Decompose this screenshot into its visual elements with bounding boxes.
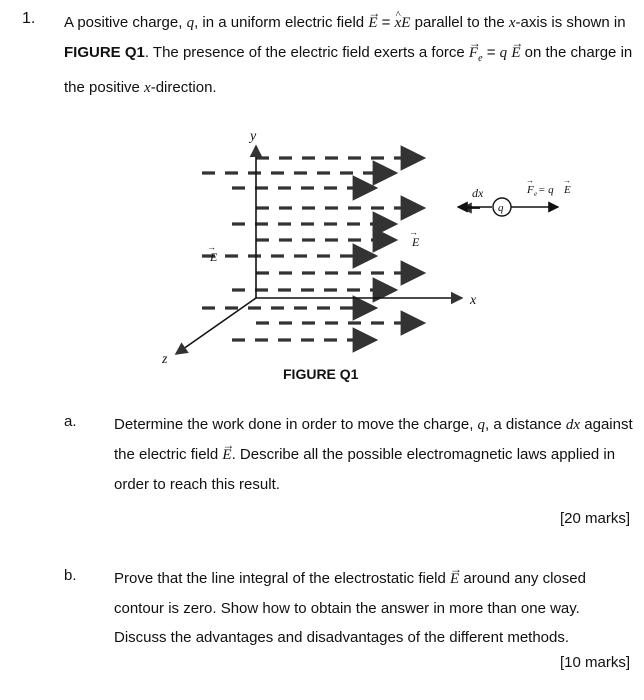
svg-text:→: → [563,176,571,185]
svg-text:E: E [564,184,571,196]
field-label-left: E [210,250,218,264]
force-label-eq: = q [538,184,554,196]
figure-reference: FIGURE Q1 [64,44,145,61]
part-b-marks: [10 marks] [559,654,630,671]
svg-text:→: → [409,227,418,237]
part-a-label: a. [64,413,77,430]
part-b-text: Prove that the line integral of the electrostatic field → E around any closed contour is zero. Show how to obtain the answer in more than one way. Discuss the advantages and disadvantages of the different methods. [114,564,634,652]
charge-force-diagram [450,175,600,225]
dx-label: dx [472,186,484,200]
field-label-right: E [412,235,420,249]
part-b-label: b. [64,567,77,584]
force-label-F: F [527,184,534,196]
figure-caption: FIGURE Q1 [283,366,359,382]
svg-text:e: e [534,190,538,198]
axis-x-label: x [470,293,477,308]
part-a-text: Determine the work done in order to move the charge, q, a distance dx against the electric field → E. Describe all the possible electromagnetic laws applied in order to reach this result. [114,410,634,499]
charge-label: q [498,202,504,214]
axis-y-label: y [250,129,257,144]
question-number: 1. [22,10,36,27]
figure-q1-diagram [140,128,480,363]
svg-text:→: → [207,242,216,252]
e-vector: → E [368,9,377,38]
part-a-marks: [20 marks] [559,510,630,527]
axis-z-label: z [162,352,168,363]
question-intro: A positive charge, q, in a uniform electric field → E = ^ xE parallel to the x-axis is shown in FIGURE Q1. The presence of the electric field exerts a force → $F_e = q \to E$ on the charge in the positive x-direction. [64,8,636,103]
svg-text:→: → [526,176,534,185]
